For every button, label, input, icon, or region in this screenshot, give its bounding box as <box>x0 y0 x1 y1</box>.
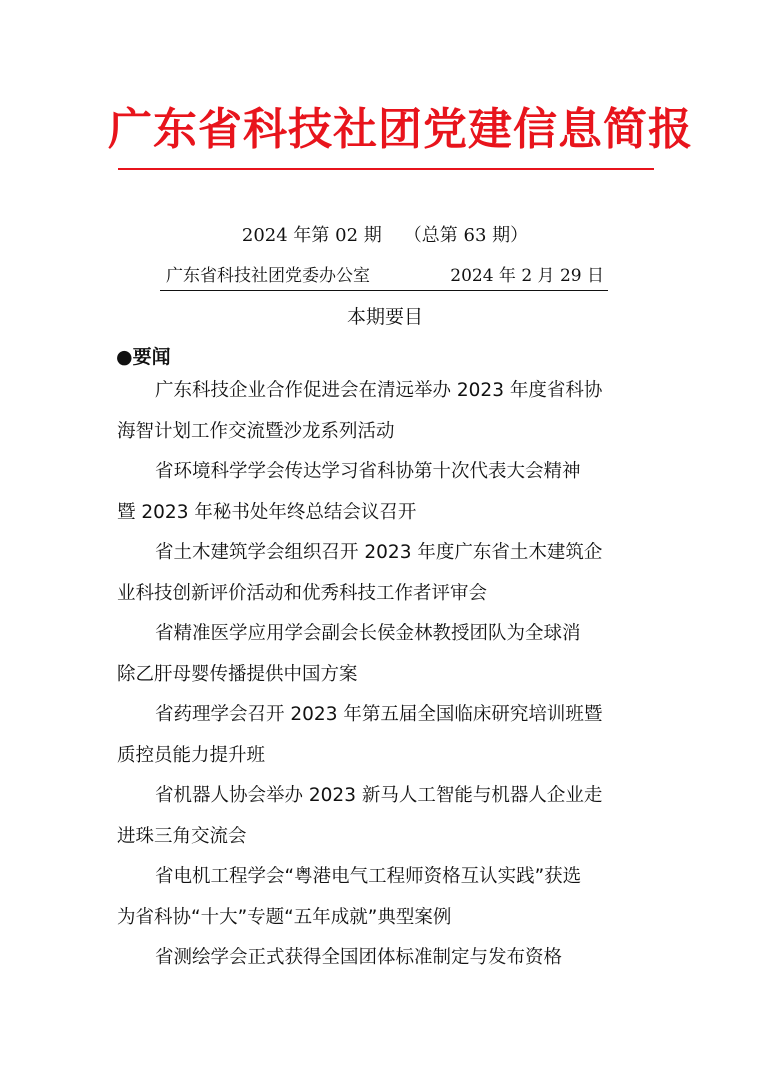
news-list <box>117 371 657 979</box>
news-item-line-2: 进珠三角交流会 <box>117 825 247 847</box>
publisher-line <box>160 262 608 291</box>
news-item <box>117 776 657 857</box>
issue-total: （总第 63 期） <box>403 225 529 246</box>
section-heading <box>116 342 171 372</box>
news-item-line-1: 广东科技企业合作促进会在清远举办 2023 年度省科协 <box>155 380 603 401</box>
masthead-title: 广东省科技社团党建信息简报 <box>108 104 693 155</box>
bullet-icon: ● <box>116 346 133 368</box>
news-item-line-1: 省精准医学应用学会副会长侯金林教授团队为全球消 <box>155 623 581 644</box>
section-label: 要闻 <box>132 346 171 368</box>
news-item-line-2: 除乙肝母婴传播提供中国方案 <box>117 663 358 685</box>
news-item-line-2: 海智计划工作交流暨沙龙系列活动 <box>117 420 395 442</box>
news-item-line-1: 省机器人协会举办 2023 新马人工智能与机器人企业走 <box>155 785 603 806</box>
news-item <box>117 857 657 938</box>
news-item <box>117 452 657 533</box>
publisher-office: 广东省科技社团党委办公室 <box>166 266 370 286</box>
news-item-line-2: 为省科协“十大”专题“五年成就”典型案例 <box>117 906 452 928</box>
news-item-line-1: 省测绘学会正式获得全国团体标准制定与发布资格 <box>155 947 563 968</box>
contents-title: 本期要目 <box>346 306 423 328</box>
news-item-line-2: 暨 2023 年秘书处年终总结会议召开 <box>117 501 417 523</box>
news-item-line-2: 质控员能力提升班 <box>117 744 266 766</box>
news-item-line-1: 省电机工程学会“粤港电气工程师资格互认实践”获选 <box>155 866 582 887</box>
publish-date: 2024 年 2 月 29 日 <box>450 266 604 286</box>
news-item <box>117 371 657 452</box>
issue-line <box>0 222 770 250</box>
news-item-line-1: 省药理学会召开 2023 年第五届全国临床研究培训班暨 <box>155 704 603 725</box>
news-item-line-1: 省土木建筑学会组织召开 2023 年度广东省土木建筑企 <box>155 542 603 563</box>
news-item <box>117 614 657 695</box>
news-item <box>117 938 657 979</box>
masthead-red-rule <box>118 168 654 170</box>
news-item-line-1: 省环境科学学会传达学习省科协第十次代表大会精神 <box>155 461 581 482</box>
news-item-line-2: 业科技创新评价活动和优秀科技工作者评审会 <box>117 582 488 604</box>
news-item <box>117 533 657 614</box>
news-item <box>117 695 657 776</box>
issue-number: 2024 年第 02 期 <box>241 225 382 246</box>
